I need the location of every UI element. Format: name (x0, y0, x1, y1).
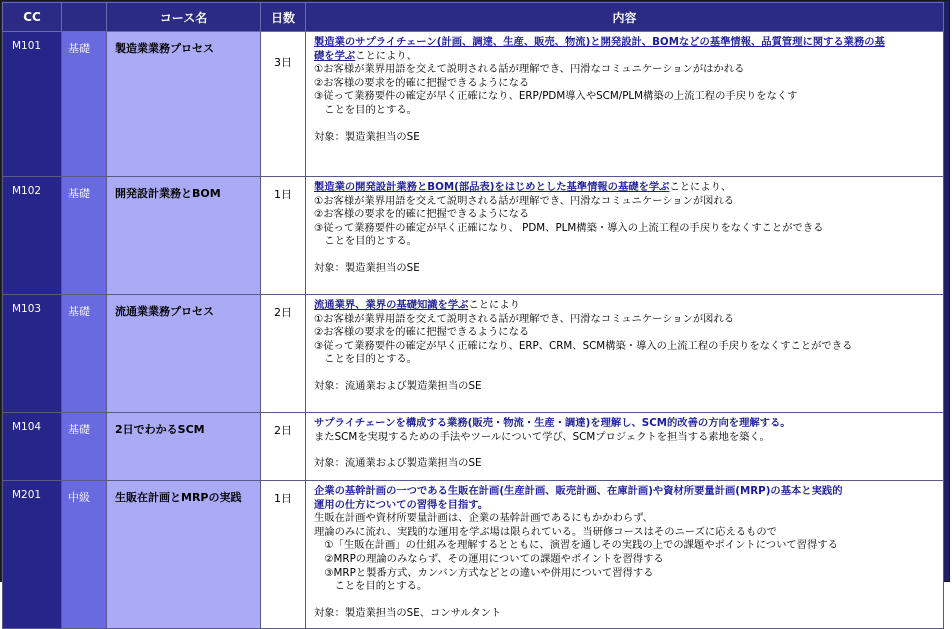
description-target: 対象：流通業および製造業担当のSE (314, 379, 482, 392)
description-lead-tail: ことにより、 (669, 181, 732, 193)
description-lead-cont: 運用の仕方についての習得を目指す。 (314, 498, 489, 511)
description-lead: 流通業界、業界の基礎知識を学ぶ (314, 299, 469, 311)
description-line: ③従って業務要件の確定が早く正確になり、ERP、CRM、SCM構築・導入の上流工程の手戻りをなくすことができる (314, 339, 853, 352)
description-line: ①お客様が業界用語を交えて説明される話が理解でき、円滑なコミュニケーションがはかれる (314, 63, 745, 76)
table-header-row (3, 3, 944, 32)
course-code: M101 (3, 32, 62, 177)
course-code: M201 (3, 481, 62, 629)
description-lead: サプライチェーンを構成する業務(販売・物流・生産・調達)を理解し、SCM的改善の方向を理解する。 (314, 417, 791, 429)
course-days: 1日 (261, 481, 306, 629)
description-line: ことを目的とする。 (314, 235, 417, 248)
course-name: 製造業業務プロセス (107, 32, 261, 177)
course-code: M103 (3, 295, 62, 413)
table-row (3, 32, 944, 177)
table-row (3, 295, 944, 413)
course-level: 基礎 (62, 32, 107, 177)
course-level: 基礎 (62, 177, 107, 295)
description-line: ②MRPの理論のみならず、その運用についての課題やポイントを習得する (314, 552, 664, 565)
description-line: ことを目的とする。 (314, 580, 428, 593)
description-line: ③従って業務要件の確定が早く正確になり、 PDM、PLM構築・導入の上流工程の手戻りをなくすことができる (314, 221, 824, 234)
description-line: 理論のみに流れ、実践的な運用を学ぶ場は限られている。当研修コースはそのニーズに応えるもので (314, 525, 777, 538)
description-line: ①お客様が業界用語を交えて説明される話が理解でき、円滑なコミュニケーションが図れる (314, 312, 735, 325)
description-lead: 製造業のサプライチェーン(計画、調達、生産、販売、物流)と開発設計、BOMなどの基準情報、品質管理に関する業務の基 (314, 36, 885, 48)
description-line: ことを目的とする。 (314, 103, 417, 116)
table-row (3, 481, 944, 629)
course-level: 基礎 (62, 295, 107, 413)
table-row (3, 413, 944, 481)
course-code: M102 (3, 177, 62, 295)
course-level: 基礎 (62, 413, 107, 481)
description-target: 対象：流通業および製造業担当のSE (314, 457, 482, 470)
description-line: ことを目的とする。 (314, 353, 417, 366)
description-line: ②お客様の要求を的確に把握できるようになる (314, 76, 530, 89)
description-line: ②お客様の要求を的確に把握できるようになる (314, 208, 530, 221)
description-lead-tail: ことにより (468, 299, 520, 311)
course-table (2, 2, 944, 629)
header-course-name: コース名 (107, 3, 261, 32)
course-days: 1日 (261, 177, 306, 295)
description-target: 対象：製造業担当のSE (314, 261, 420, 274)
course-description (306, 32, 944, 177)
header-cc: CC (3, 3, 62, 32)
course-name: 生販在計画とMRPの実践 (107, 481, 261, 629)
header-level (62, 3, 107, 32)
description-lead-tail: ことにより、 (355, 49, 417, 62)
course-description (306, 295, 944, 413)
header-days: 日数 (261, 3, 306, 32)
description-line: またSCMを実現するための手法やツールについて学び、SCMプロジェクトを担当する素地を築く。 (314, 430, 770, 443)
description-lead: 製造業の開発設計業務とBOM(部品表)をはじめとした基準情報の基礎を学ぶ (314, 181, 670, 193)
table-row (3, 177, 944, 295)
description-line: ①お客様が業界用語を交えて説明される話が理解でき、円滑なコミュニケーションが図れる (314, 194, 735, 207)
course-description (306, 481, 944, 629)
header-content: 内容 (306, 3, 944, 32)
description-line: ③MRPと製番方式、カンバン方式などとの違いや併用について習得する (314, 566, 654, 579)
course-description (306, 413, 944, 481)
course-name: 開発設計業務とBOM (107, 177, 261, 295)
description-line: ②お客様の要求を的確に把握できるようになる (314, 326, 530, 339)
description-lead: 企業の基幹計画の一つである生販在計画(生産計画、販売計画、在庫計画)や資材所要量計画(MRP)の基本と実践的 (314, 485, 843, 497)
description-target: 対象：製造業担当のSE (314, 130, 420, 143)
description-line: ③従って業務要件の確定が早く正確になり、ERP/PDM導入やSCM/PLM構築の上流工程の手戻りをなくす (314, 90, 798, 103)
course-code: M104 (3, 413, 62, 481)
description-line: 生販在計画や資材所要量計画は、企業の基幹計画であるにもかかわらず、 (314, 512, 653, 525)
course-level: 中級 (62, 481, 107, 629)
course-name: 2日でわかるSCM (107, 413, 261, 481)
course-description (306, 177, 944, 295)
course-days: 2日 (261, 413, 306, 481)
description-line: ①「生販在計画」の仕組みを理解するとともに、演習を通しその実践の上での課題やポイントについて習得する (314, 539, 838, 552)
course-days: 3日 (261, 32, 306, 177)
description-target: 対象：製造業担当のSE、コンサルタント (314, 606, 502, 619)
description-lead-cont: 礎を学ぶ (314, 49, 356, 62)
course-name: 流通業業務プロセス (107, 295, 261, 413)
course-days: 2日 (261, 295, 306, 413)
